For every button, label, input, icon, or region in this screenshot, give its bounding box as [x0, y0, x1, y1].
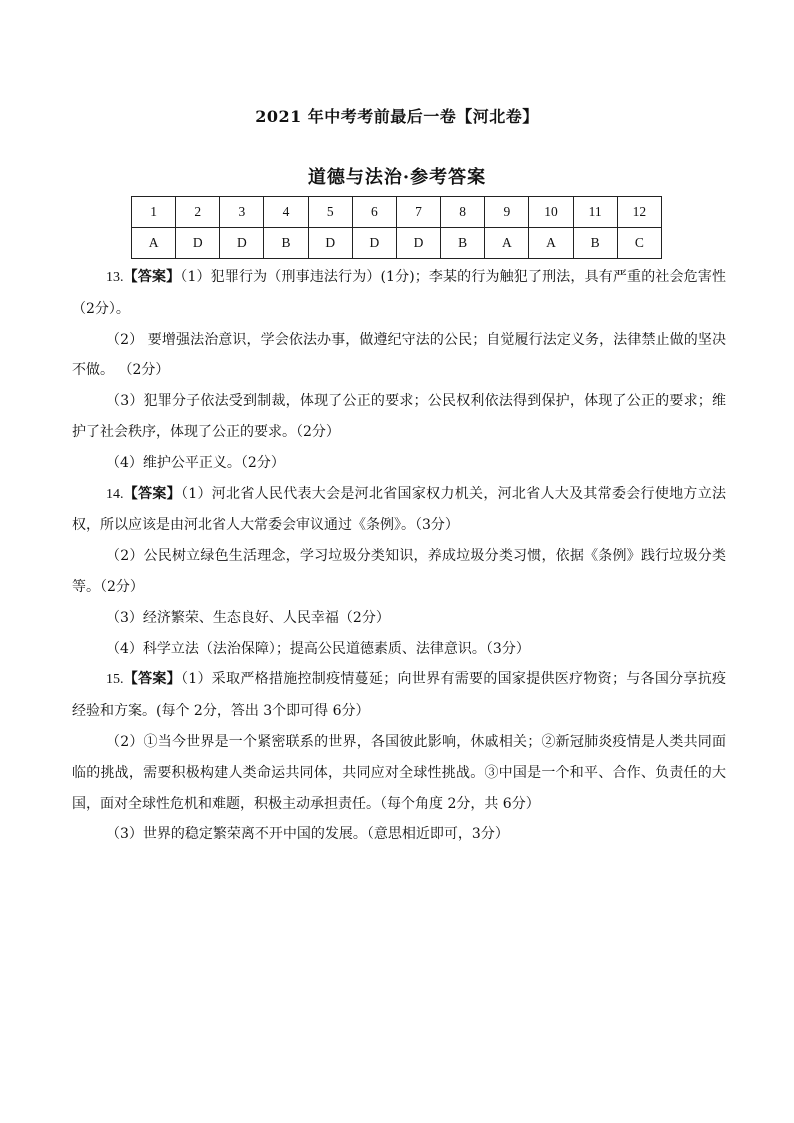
- answer-content: [72, 262, 726, 850]
- answer-cell: D: [352, 228, 396, 259]
- answer-cell: D: [220, 228, 264, 259]
- answer-table: [131, 196, 662, 259]
- q14-part1: [72, 479, 726, 542]
- question-number-cell: 11: [573, 197, 617, 228]
- question-number-cell: 3: [220, 197, 264, 228]
- answer-cell: D: [396, 228, 440, 259]
- question-number-cell: 4: [264, 197, 308, 228]
- question-number-cell: 12: [617, 197, 661, 228]
- answer-cell: A: [529, 228, 573, 259]
- answer-cell: A: [132, 228, 176, 259]
- q14-part2: （2）公民树立绿色生活理念，学习垃圾分类知识，养成垃圾分类习惯，依据《条例》践行垃圾分类等。（2分）: [72, 548, 726, 595]
- question-number-cell: 7: [396, 197, 440, 228]
- q15-part1: [72, 664, 726, 727]
- document-subtitle: 道德与法治·参考答案: [307, 167, 487, 188]
- q13-number: 13.: [106, 270, 124, 285]
- q14-answer-tag: 【答案】: [123, 485, 181, 502]
- answer-cell: B: [264, 228, 308, 259]
- q14-part3: （3）经济繁荣、生态良好、人民幸福（2分）: [106, 609, 390, 626]
- question-number-cell: 10: [529, 197, 573, 228]
- answer-cell: B: [441, 228, 485, 259]
- q15-answer-tag: 【答案】: [123, 671, 181, 688]
- q13-part4: （4）维护公平正义。（2分）: [106, 454, 285, 471]
- q13-part2: （2） 要增强法治意识，学会依法办事，做遵纪守法的公民；自觉履行法定义务，法律禁止做的坚决不做。 （2分）: [72, 331, 726, 379]
- answer-table-number-row: [132, 197, 662, 228]
- question-number-cell: 1: [132, 197, 176, 228]
- question-number-cell: 9: [485, 197, 529, 228]
- answer-cell: D: [176, 228, 220, 259]
- q14-part4: （4）科学立法（法治保障）；提高公民道德素质、法律意识。（3分）: [106, 640, 530, 657]
- answer-cell: D: [308, 228, 352, 259]
- q15-part2: （2）①当今世界是一个紧密联系的世界，各国彼此影响，休戚相关；②新冠肺炎疫情是人类共同面临的挑战，需要积极构建人类命运共同体，共同应对全球性挑战。③中国是一个和平、合作、负责任的大国，面对全球性危机和难题，积极主动承担责任。（每个角度 2分，共 6分）: [72, 733, 726, 812]
- q15-part3: （3）世界的稳定繁荣离不开中国的发展。（意思相近即可，3分）: [106, 826, 509, 843]
- answer-cell: B: [573, 228, 617, 259]
- q15-part1-text: （1）采取严格措施控制疫情蔓延；向世界有需要的国家提供医疗物资；与各国分享抗疫经验和方案。(每个 2分，答出 3个即可得 6分）: [72, 671, 727, 720]
- question-number-cell: 6: [352, 197, 396, 228]
- question-number-cell: 8: [441, 197, 485, 228]
- answer-cell: C: [617, 228, 661, 259]
- q15-number: 15.: [106, 672, 124, 688]
- q13-answer-tag: 【答案】: [123, 269, 181, 285]
- q14-part1-text: （1）河北省人民代表大会是河北省国家权力机关，河北省人大及其常委会行使地方立法权，所以应该是由河北省人大常委会审议通过《条例》。（3分）: [72, 485, 727, 534]
- question-number-cell: 2: [176, 197, 220, 228]
- answer-cell: A: [485, 228, 529, 259]
- q13-part1-text: （1）犯罪行为（刑事违法行为）(1分)；李某的行为触犯了刑法，具有严重的社会危害性（2分）。: [72, 269, 726, 317]
- document-title: 2021 年中考考前最后一卷【河北卷】: [255, 107, 539, 126]
- answer-table-answer-row: [132, 228, 662, 259]
- q13-part1: [72, 262, 726, 325]
- question-number-cell: 5: [308, 197, 352, 228]
- q14-number: 14.: [106, 486, 124, 502]
- q13-part3: （3）犯罪分子依法受到制裁，体现了公正的要求；公民权利依法得到保护，体现了公正的要求；维护了社会秩序，体现了公正的要求。（2分）: [72, 393, 726, 440]
